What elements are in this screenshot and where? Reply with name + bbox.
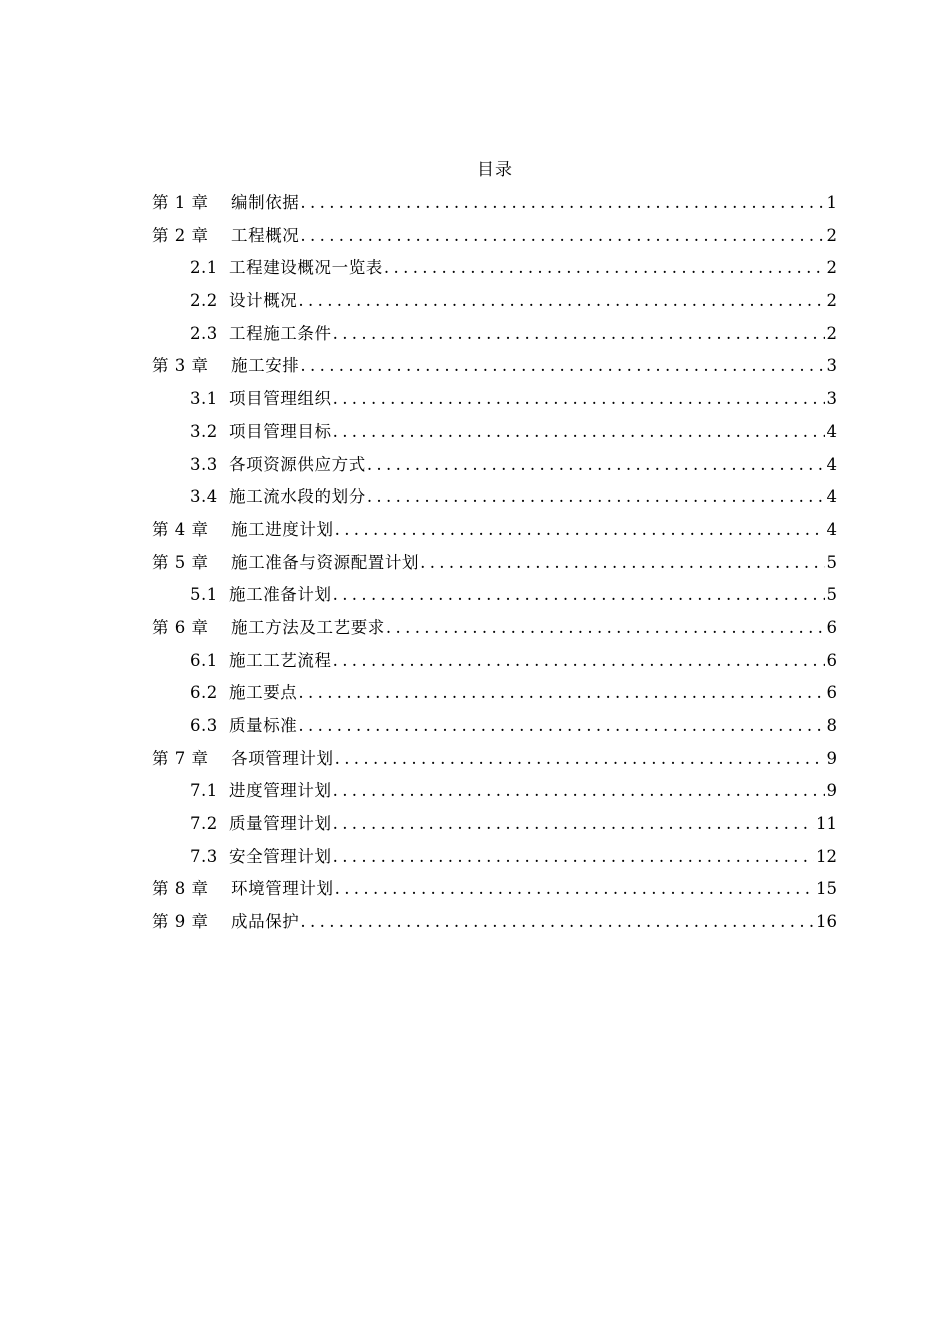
- toc-chapter-entry[interactable]: [152, 743, 837, 776]
- toc-entry-number: 第 5 章: [152, 552, 209, 572]
- toc-dot-leader: [334, 743, 825, 776]
- toc-page-number: 4: [826, 421, 837, 441]
- toc-dot-leader: [366, 449, 825, 482]
- toc-dot-leader: [299, 906, 814, 939]
- toc-entry-title: 各项管理计划: [231, 748, 334, 768]
- toc-chapter-entry[interactable]: [152, 187, 837, 220]
- toc-dot-leader: [332, 808, 814, 841]
- toc-dot-leader: [332, 579, 825, 612]
- toc-page-number: 9: [826, 781, 837, 801]
- toc-dot-leader: [383, 252, 825, 285]
- toc-page-number: 6: [826, 683, 837, 703]
- toc-page-number: 11: [816, 814, 837, 834]
- toc-page-number: 5: [826, 552, 837, 572]
- toc-entry-number: 6.1: [190, 650, 218, 670]
- toc-entry-title: 安全管理计划: [229, 846, 332, 866]
- toc-section-entry[interactable]: [152, 252, 837, 285]
- toc-section-entry[interactable]: [152, 841, 837, 874]
- toc-page-number: 2: [826, 291, 837, 311]
- toc-chapter-entry[interactable]: [152, 514, 837, 547]
- toc-dot-leader: [332, 416, 825, 449]
- toc-entry-title: 进度管理计划: [229, 781, 332, 801]
- toc-page-number: 16: [816, 912, 837, 932]
- toc-entry-number: 7.3: [190, 846, 218, 866]
- toc-section-entry[interactable]: [152, 710, 837, 743]
- toc-entry-title: 施工准备与资源配置计划: [231, 552, 420, 572]
- toc-entry-title: 工程概况: [231, 225, 300, 245]
- toc-page-number: 4: [826, 487, 837, 507]
- toc-entry-number: 5.1: [190, 585, 218, 605]
- toc-section-entry[interactable]: [152, 416, 837, 449]
- toc-page-number: 2: [826, 225, 837, 245]
- toc-entry-title: 质量管理计划: [229, 814, 332, 834]
- toc-entry-title: 编制依据: [231, 193, 300, 212]
- toc-page-number: 1: [826, 193, 837, 212]
- toc-entry-number: 第 6 章: [152, 617, 209, 637]
- toc-section-entry[interactable]: [152, 645, 837, 678]
- toc-entry-number: 6.2: [190, 683, 218, 703]
- toc-entry-title: 项目管理组织: [229, 389, 332, 409]
- toc-page-number: 5: [826, 585, 837, 605]
- toc-section-entry[interactable]: [152, 481, 837, 514]
- toc-chapter-entry[interactable]: [152, 873, 837, 906]
- toc-entry-number: 7.1: [190, 781, 218, 801]
- toc-entry-title: 环境管理计划: [231, 879, 334, 899]
- toc-page-number: 3: [826, 389, 837, 409]
- toc-chapter-entry[interactable]: [152, 220, 837, 253]
- toc-entry-number: 第 8 章: [152, 879, 209, 899]
- toc-entry-title: 施工方法及工艺要求: [231, 617, 385, 637]
- toc-dot-leader: [332, 775, 825, 808]
- toc-entry-number: 3.3: [190, 454, 218, 474]
- toc-entry-number: 第 3 章: [152, 356, 209, 376]
- toc-entry-number: 3.2: [190, 421, 218, 441]
- toc-entry-title: 施工安排: [231, 356, 300, 376]
- toc-entry-number: 3.1: [190, 389, 218, 409]
- toc-page-number: 12: [816, 846, 837, 866]
- toc-title: 目录: [477, 160, 513, 180]
- toc-page-number: 4: [826, 519, 837, 539]
- toc-chapter-entry[interactable]: [152, 906, 837, 939]
- toc-entry-number: 第 1 章: [152, 193, 209, 212]
- toc-dot-leader: [299, 187, 824, 220]
- toc-page-number: 2: [826, 258, 837, 278]
- toc-section-entry[interactable]: [152, 775, 837, 808]
- toc-entry-title: 工程建设概况一览表: [229, 258, 383, 278]
- toc-entry-number: 2.3: [190, 323, 218, 343]
- toc-chapter-entry[interactable]: [152, 612, 837, 645]
- toc-section-entry[interactable]: [152, 318, 837, 351]
- toc-page-number: 8: [826, 716, 837, 735]
- toc-entry-title: 项目管理目标: [229, 421, 332, 441]
- toc-entry-number: 2.2: [190, 291, 218, 311]
- toc-dot-leader: [299, 350, 824, 383]
- toc-entry-title: 各项资源供应方式: [229, 454, 366, 474]
- toc-chapter-entry[interactable]: [152, 350, 837, 383]
- toc-entry-number: 第 7 章: [152, 748, 209, 768]
- toc-entry-title: 质量标准: [229, 716, 298, 735]
- toc-section-entry[interactable]: [152, 285, 837, 318]
- toc-dot-leader: [297, 285, 824, 318]
- toc-page-number: 6: [826, 650, 837, 670]
- toc-entry-number: 7.2: [190, 814, 218, 834]
- toc-page-number: 3: [826, 356, 837, 376]
- toc-list: [152, 187, 837, 939]
- toc-section-entry[interactable]: [152, 579, 837, 612]
- toc-dot-leader: [297, 710, 824, 743]
- toc-dot-leader: [332, 841, 814, 874]
- toc-entry-number: 2.1: [190, 258, 218, 278]
- toc-entry-number: 3.4: [190, 487, 218, 507]
- toc-dot-leader: [299, 220, 824, 253]
- toc-entry-title: 设计概况: [229, 291, 298, 311]
- toc-dot-leader: [297, 677, 824, 710]
- toc-dot-leader: [332, 383, 825, 416]
- toc-dot-leader: [385, 612, 825, 645]
- toc-page-number: 6: [826, 617, 837, 637]
- toc-section-entry[interactable]: [152, 449, 837, 482]
- toc-entry-number: 第 2 章: [152, 225, 209, 245]
- toc-entry-title: 施工进度计划: [231, 519, 334, 539]
- toc-section-entry[interactable]: [152, 677, 837, 710]
- toc-dot-leader: [419, 547, 824, 580]
- toc-dot-leader: [334, 514, 825, 547]
- toc-section-entry[interactable]: [152, 808, 837, 841]
- toc-dot-leader: [366, 481, 825, 514]
- toc-page-number: 9: [826, 748, 837, 768]
- toc-page-number: 4: [826, 454, 837, 474]
- toc-entry-number: 第 9 章: [152, 912, 209, 932]
- toc-entry-title: 施工准备计划: [229, 585, 332, 605]
- toc-page-number: 15: [816, 879, 837, 899]
- toc-entry-title: 施工工艺流程: [229, 650, 332, 670]
- toc-entry-title: 成品保护: [231, 912, 300, 932]
- toc-dot-leader: [332, 318, 825, 351]
- toc-entry-number: 6.3: [190, 716, 218, 735]
- toc-page-number: 2: [826, 323, 837, 343]
- toc-entry-title: 施工流水段的划分: [229, 487, 366, 507]
- toc-entry-title: 工程施工条件: [229, 323, 332, 343]
- toc-entry-title: 施工要点: [229, 683, 298, 703]
- toc-section-entry[interactable]: [152, 383, 837, 416]
- toc-dot-leader: [334, 873, 814, 906]
- toc-entry-number: 第 4 章: [152, 519, 209, 539]
- toc-dot-leader: [332, 645, 825, 678]
- toc-chapter-entry[interactable]: [152, 547, 837, 580]
